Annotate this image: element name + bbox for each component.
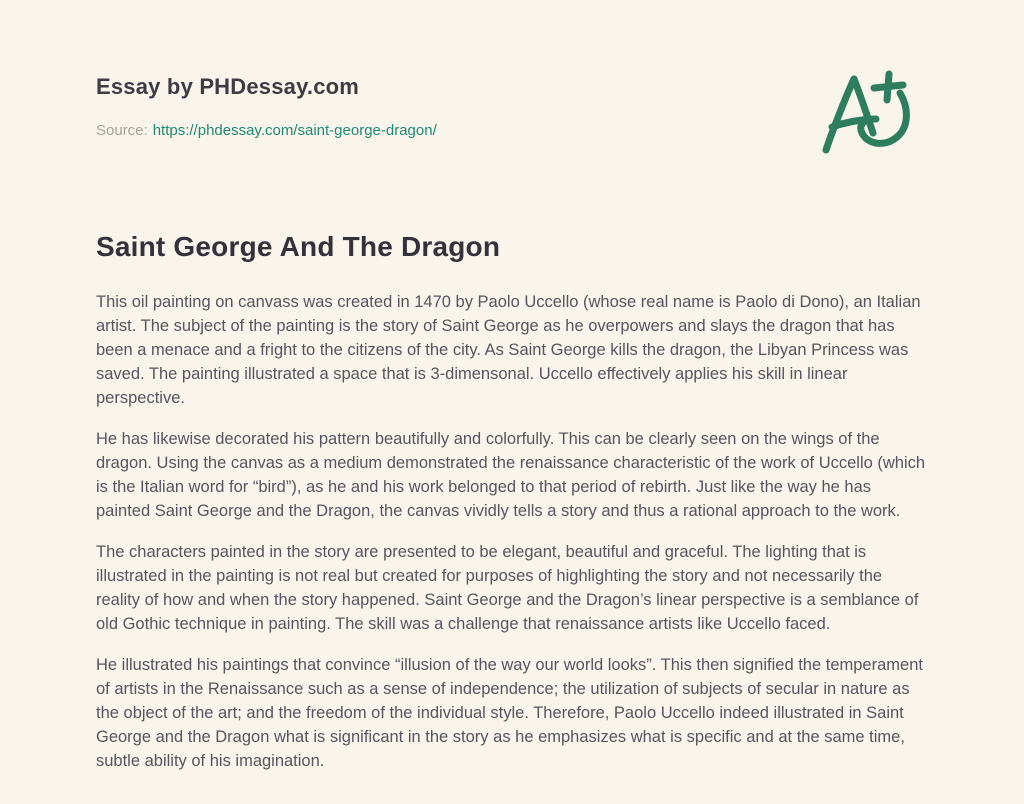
essay-title: Saint George And The Dragon — [96, 231, 501, 263]
essay-paragraph-2: He has likewise decorated his pattern beautifully and colorfully. This can be clearly seen on the wings of the dragon. Using the canvas as a medium demonstrated the renaissance characteristic of the work of Uccello (which is the Italian word for “bird”), as he and his work belonged to that period of rebirth. Just like the way he has painted Saint George and the Dragon, the canvas vividly tells a story and thus a rational approach to the work. — [96, 430, 926, 521]
source-label: Source: — [96, 122, 148, 140]
phdessay-a-plus-logo-icon — [816, 64, 916, 168]
essay-paragraph-4: He illustrated his paintings that convince “illusion of the way our world looks”. This then signified the temperament of artists in the Renaissance such as a sense of independence; the utilization of subjects of secular in nature as the object of the art; and the freedom of the individual style. Therefore, Paolo Uccello indeed illustrated in Saint George and the Dragon what is significant in the story as he emphasizes what is specific and at the same time, subtle ability of his imagination. — [96, 656, 923, 771]
essay-paragraph-1: This oil painting on canvass was created in 1470 by Paolo Uccello (whose real name is Paolo di Dono), an Italian artist. The subject of the painting is the story of Saint George as he overpowers and slays the dragon that has been a menace and a fright to the citizens of the city. As Saint George kills the dragon, the Libyan Princess was saved. The painting illustrated a space that is 3-dimensonal. Uccello effectively applies his skill in linear perspective. — [96, 293, 921, 408]
page-header — [96, 74, 928, 141]
source-line — [96, 122, 928, 141]
site-title: Essay by PHDessay.com — [96, 74, 360, 99]
essay-paragraph-3: The characters painted in the story are presented to be elegant, beautiful and graceful. The lighting that is illustrated in the painting is not real but created for purposes of highlighting the story and not necessarily the reality of how and when the story happened. Saint George and the Dragon’s linear perspective is a semblance of old Gothic technique in painting. The skill was a challenge that renaissance artists like Uccello faced. — [96, 543, 919, 634]
essay-article — [96, 231, 928, 773]
source-link[interactable]: https://phdessay.com/saint-george-dragon/ — [152, 122, 437, 140]
